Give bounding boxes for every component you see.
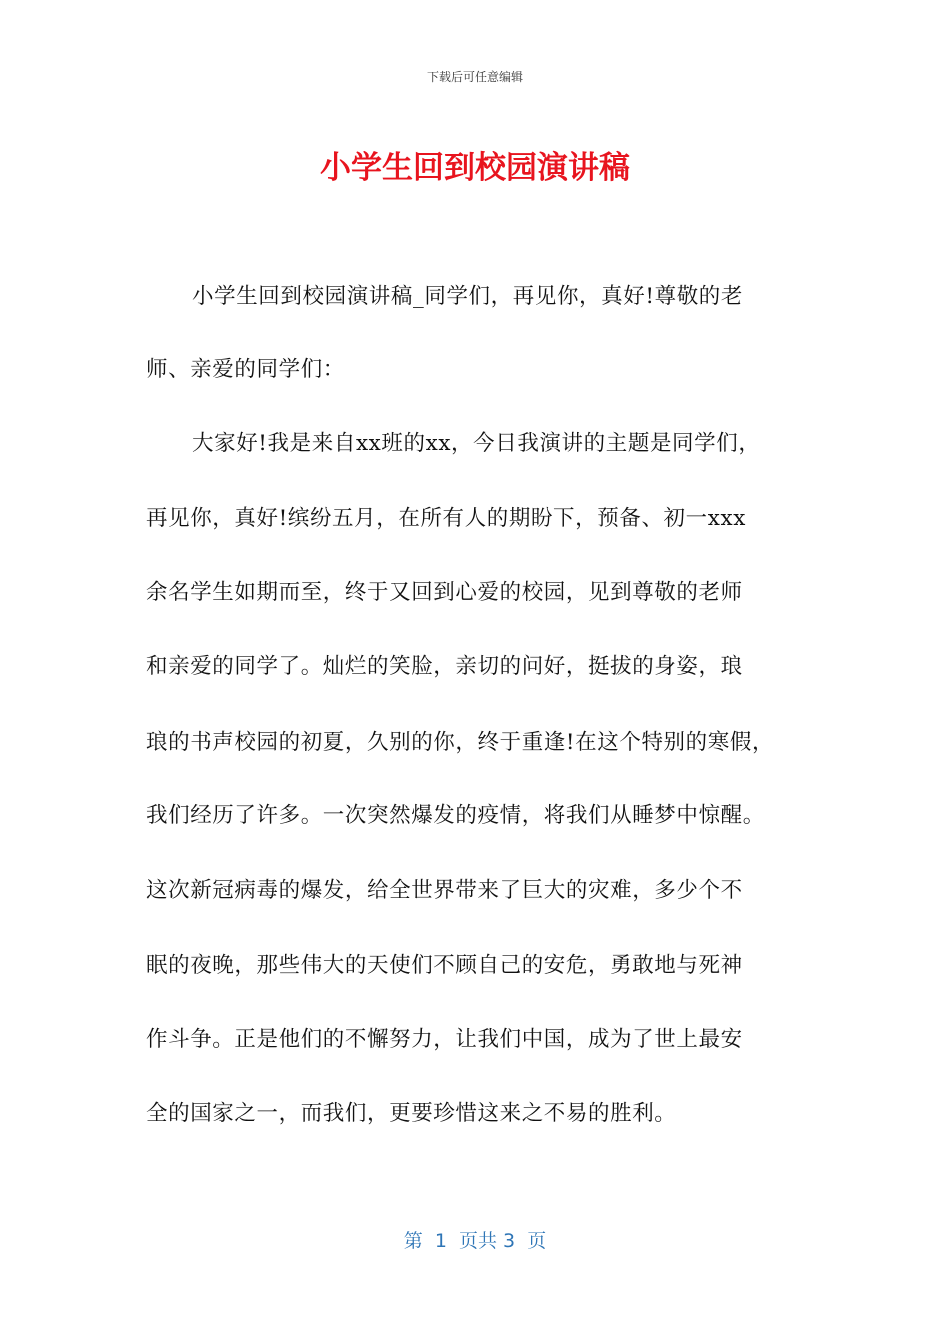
paragraph-line: 大家好!我是来自xx班的xx，今日我演讲的主题是同学们， xyxy=(192,431,761,456)
paragraph-line: 和亲爱的同学了。灿烂的笑脸，亲切的问好，挺拔的身姿，琅 xyxy=(146,654,743,679)
paragraph-line: 再见你，真好!缤纷五月，在所有人的期盼下，预备、初一xxx xyxy=(146,506,746,531)
header-note: 下载后可任意编辑 xyxy=(426,70,523,84)
paragraph-line: 全的国家之一，而我们，更要珍惜这来之不易的胜利。 xyxy=(146,1101,677,1126)
paragraph-line: 这次新冠病毒的爆发，给全世界带来了巨大的灾难，多少个不 xyxy=(146,878,743,903)
page-footer: 第 1 页共 3 页 xyxy=(403,1230,547,1252)
paragraph-line: 眠的夜晚，那些伟大的天使们不顾自己的安危，勇敢地与死神 xyxy=(146,953,743,978)
paragraph-line: 作斗争。正是他们的不懈努力，让我们中国，成为了世上最安 xyxy=(146,1027,743,1052)
paragraph-line: 小学生回到校园演讲稿_同学们，再见你，真好!尊敬的老 xyxy=(192,284,743,309)
paragraph-line: 师、亲爱的同学们： xyxy=(146,357,345,382)
paragraph-line: 我们经历了许多。一次突然爆发的疫情，将我们从睡梦中惊醒。 xyxy=(146,803,765,828)
paragraph-line: 琅的书声校园的初夏，久别的你，终于重逢!在这个特别的寒假， xyxy=(146,730,775,755)
document-title: 小学生回到校园演讲稿 xyxy=(320,150,630,186)
paragraph-line: 余名学生如期而至，终于又回到心爱的校园，见到尊敬的老师 xyxy=(146,580,743,605)
